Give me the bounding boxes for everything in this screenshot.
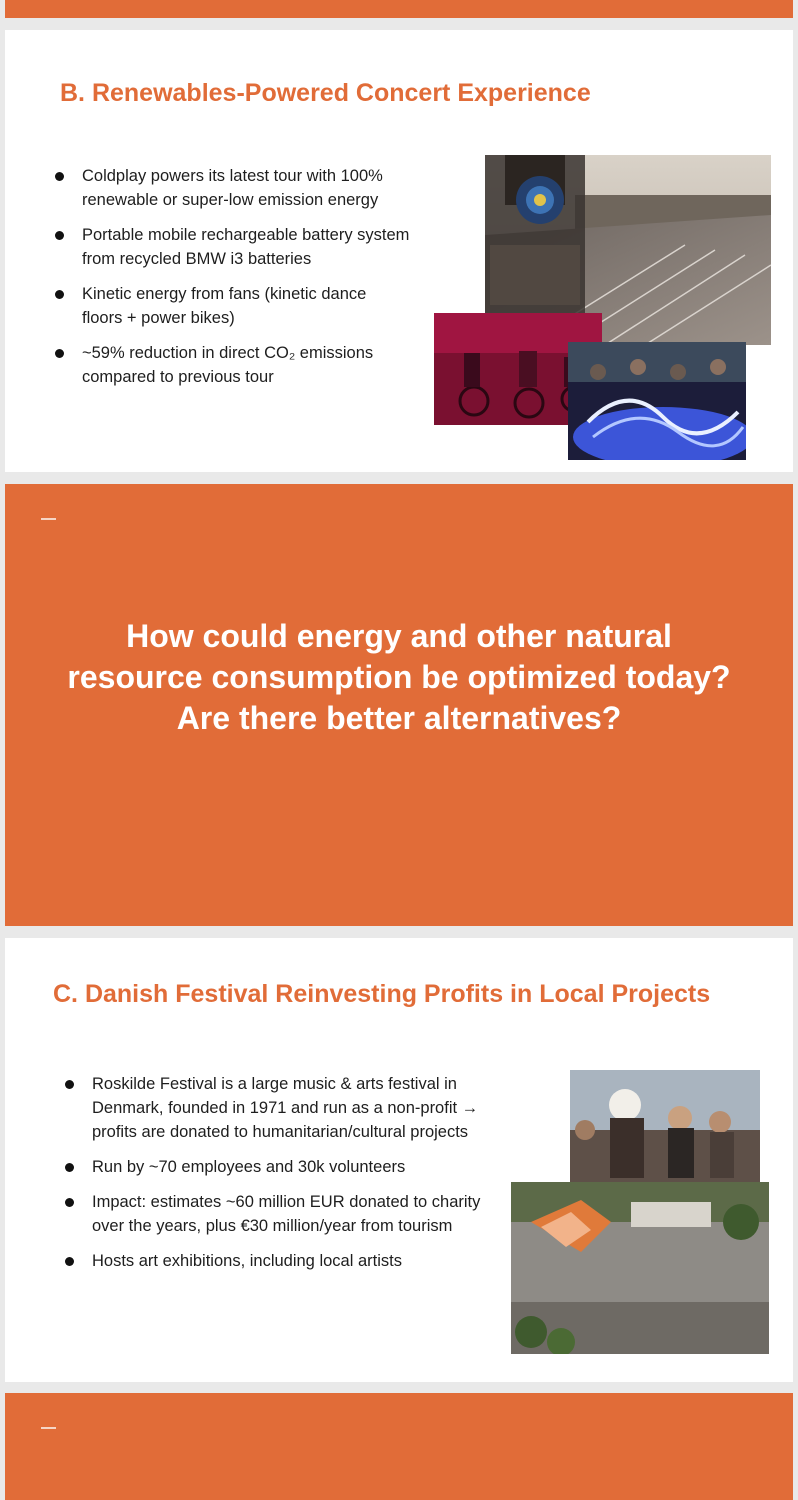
bullet-item: Roskilde Festival is a large music & arts festival in Denmark, founded in 1971 and run as a non-profit → profits are donated to humanitarian/cultural projects: [63, 1072, 508, 1144]
bullet-item: Coldplay powers its latest tour with 100% renewable or super-low emission energy: [53, 164, 438, 212]
slide-danish-festival: [5, 938, 793, 1382]
bullet-item: Portable mobile rechargeable battery system from recycled BMW i3 batteries: [53, 223, 438, 271]
decorative-dash: [41, 518, 56, 520]
bullet-dot: [65, 1257, 74, 1266]
decorative-dash: [41, 1427, 56, 1429]
bullet-item: Impact: estimates ~60 million EUR donated to charity over the years, plus €30 million/year from tourism: [63, 1190, 508, 1238]
bullet-item: Kinetic energy from fans (kinetic dance floors + power bikes): [53, 282, 438, 330]
bullet-dot: [55, 231, 64, 240]
kinetic-dance-floor-photo: [568, 342, 746, 460]
bullet-item: Run by ~70 employees and 30k volunteers: [63, 1155, 508, 1179]
discussion-question: How could energy and other natural resource consumption be optimized today? Are there better alternatives?: [67, 618, 731, 736]
discussion-question-slide: [5, 484, 793, 926]
slide-title: B. Renewables-Powered Concert Experience: [60, 79, 591, 107]
festival-aerial-photo: [511, 1182, 769, 1354]
bullet-item: Hosts art exhibitions, including local artists: [63, 1249, 508, 1273]
next-slide-edge: [5, 1393, 793, 1500]
previous-slide-edge: [5, 0, 793, 18]
bullet-dot: [55, 172, 64, 181]
bullet-list: [63, 1072, 508, 1284]
bullet-dot: [55, 290, 64, 299]
bullet-dot: [65, 1198, 74, 1207]
slide-renewables-concert: [5, 30, 793, 472]
bullet-dot: [65, 1080, 74, 1089]
bullet-list: [53, 164, 438, 400]
festival-crowd-photo: [570, 1070, 760, 1196]
bullet-dot: [55, 349, 64, 358]
bullet-dot: [65, 1163, 74, 1172]
bullet-item: ~59% reduction in direct CO₂ emissions compared to previous tour: [53, 341, 438, 389]
slide-title: C. Danish Festival Reinvesting Profits in Local Projects: [53, 980, 711, 1008]
